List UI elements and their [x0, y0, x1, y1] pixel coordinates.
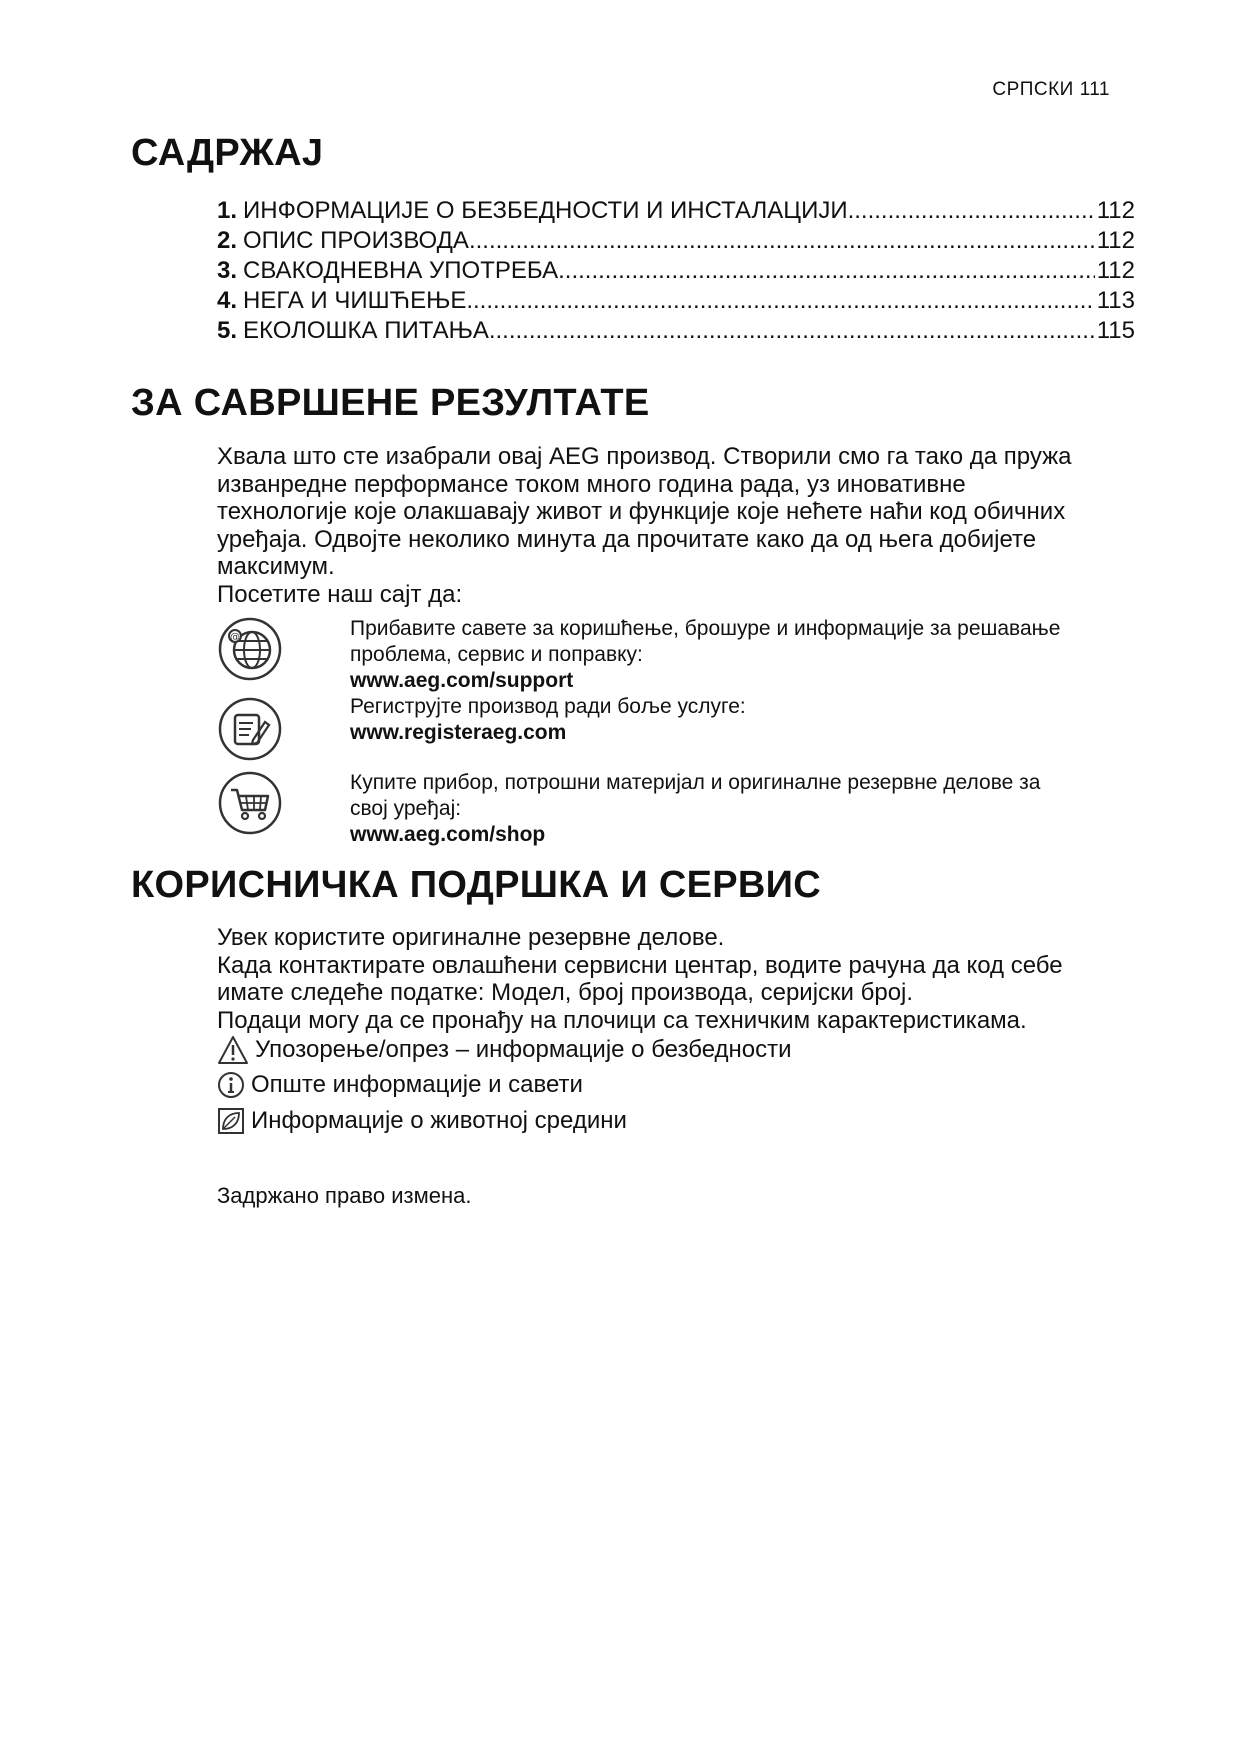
- rights-reserved-note: Задржано право измена.: [217, 1183, 472, 1208]
- toc-leader-dots: [466, 287, 1094, 315]
- support-link[interactable]: www.aeg.com/support: [350, 669, 574, 692]
- toc-item[interactable]: [217, 257, 1135, 287]
- leaf-icon: [217, 1107, 245, 1135]
- toc-item-page: 112: [1096, 257, 1135, 284]
- intro-line: изванредне перформансе током много година рада, уз иновативне: [217, 470, 966, 498]
- toc-item[interactable]: [217, 287, 1135, 317]
- toc-item-label: ЕКОЛОШКА ПИТАЊА: [243, 317, 489, 344]
- intro-line: максимум.: [217, 553, 335, 580]
- shopping-cart-icon: [217, 770, 283, 836]
- toc-item[interactable]: [217, 227, 1135, 257]
- toc-leader-dots: [848, 197, 1095, 225]
- legend-label: Опште информације и савети: [251, 1071, 583, 1098]
- toc-leader-dots: [489, 317, 1095, 345]
- results-section-title: ЗА САВРШЕНЕ РЕЗУЛТАТЕ: [131, 382, 650, 424]
- toc-item-label: СВАКОДНЕВНА УПОТРЕБА: [243, 257, 559, 284]
- legend-label: Упозорење/опрез – информације о безбедности: [255, 1036, 792, 1063]
- toc-item-page: 112: [1096, 197, 1135, 224]
- toc-title: САДРЖАЈ: [131, 132, 324, 174]
- toc-item-number: 3.: [217, 257, 238, 284]
- table-of-contents: [217, 197, 1135, 347]
- toc-item-page: 112: [1096, 227, 1135, 254]
- support-line: Подаци могу да се пронађу на плочици са техничким карактеристикама.: [217, 1006, 1027, 1034]
- support-text: [217, 924, 1117, 1034]
- site-shop-text: [350, 770, 1120, 848]
- toc-item[interactable]: [217, 197, 1135, 227]
- info-icon: [217, 1071, 245, 1099]
- intro-line: уређаја. Одвојте неколико минута да прочитате како да од њега добијете: [217, 525, 1037, 553]
- toc-item-label: ОПИС ПРОИЗВОДА: [243, 227, 469, 254]
- intro-line: Хвала што сте изабрали овај AEG производ. Створили смо га тако да пружа: [217, 443, 1072, 470]
- register-icon: [217, 696, 283, 762]
- site-description-line: Купите прибор, потрошни материјал и оригиналне резервне делове за: [350, 771, 1041, 794]
- visit-label: Посетите наш сајт да:: [217, 580, 463, 608]
- globe-icon: [217, 616, 283, 682]
- toc-leader-dots: [469, 227, 1095, 255]
- toc-item-page: 115: [1096, 317, 1135, 344]
- site-register-text: [350, 694, 1120, 746]
- toc-item-number: 4.: [217, 287, 238, 314]
- site-description-line: проблема, сервис и поправку:: [350, 643, 643, 666]
- site-description-line: Региструјте производ ради боље услуге:: [350, 695, 746, 718]
- legend-info: [217, 1071, 583, 1099]
- toc-item-number: 1.: [217, 197, 238, 224]
- shop-link[interactable]: www.aeg.com/shop: [350, 823, 546, 846]
- intro-line: технологије које олакшавају живот и функције које нећете наћи код обичних: [217, 498, 1066, 525]
- toc-item-number: 5.: [217, 317, 238, 344]
- warning-icon: [217, 1035, 249, 1065]
- support-line: имате следеће податке: Модел, број производа, серијски број.: [217, 979, 914, 1006]
- page-header-label: СРПСКИ 111: [992, 79, 1110, 100]
- toc-leader-dots: [558, 257, 1095, 285]
- support-line: Када контактирате овлашћени сервисни центар, водите рачуна да код себе: [217, 951, 1063, 979]
- site-description-line: Прибавите савете за коришћење, брошуре и информације за решавање: [350, 617, 1061, 640]
- toc-item-label: НЕГА И ЧИШЋЕЊЕ: [243, 287, 467, 314]
- toc-item-label: ИНФОРМАЦИЈЕ О БЕЗБЕДНОСТИ И ИНСТАЛАЦИЈИ: [243, 197, 848, 224]
- site-description-line: свој уређај:: [350, 797, 462, 820]
- toc-item-page: 113: [1096, 287, 1135, 314]
- toc-item[interactable]: [217, 317, 1135, 347]
- legend-label: Информације о животној средини: [251, 1107, 627, 1134]
- toc-item-number: 2.: [217, 227, 238, 254]
- support-line: Увек користите оригиналне резервне делове.: [217, 924, 725, 951]
- support-section-title: КОРИСНИЧКА ПОДРШКА И СЕРВИС: [131, 864, 821, 906]
- site-support-text: [350, 616, 1120, 694]
- register-link[interactable]: www.registeraeg.com: [350, 721, 567, 744]
- results-intro: [217, 443, 1117, 608]
- svg-text:@: @: [230, 632, 240, 643]
- legend-warning: [217, 1035, 792, 1065]
- legend-environment: [217, 1107, 627, 1135]
